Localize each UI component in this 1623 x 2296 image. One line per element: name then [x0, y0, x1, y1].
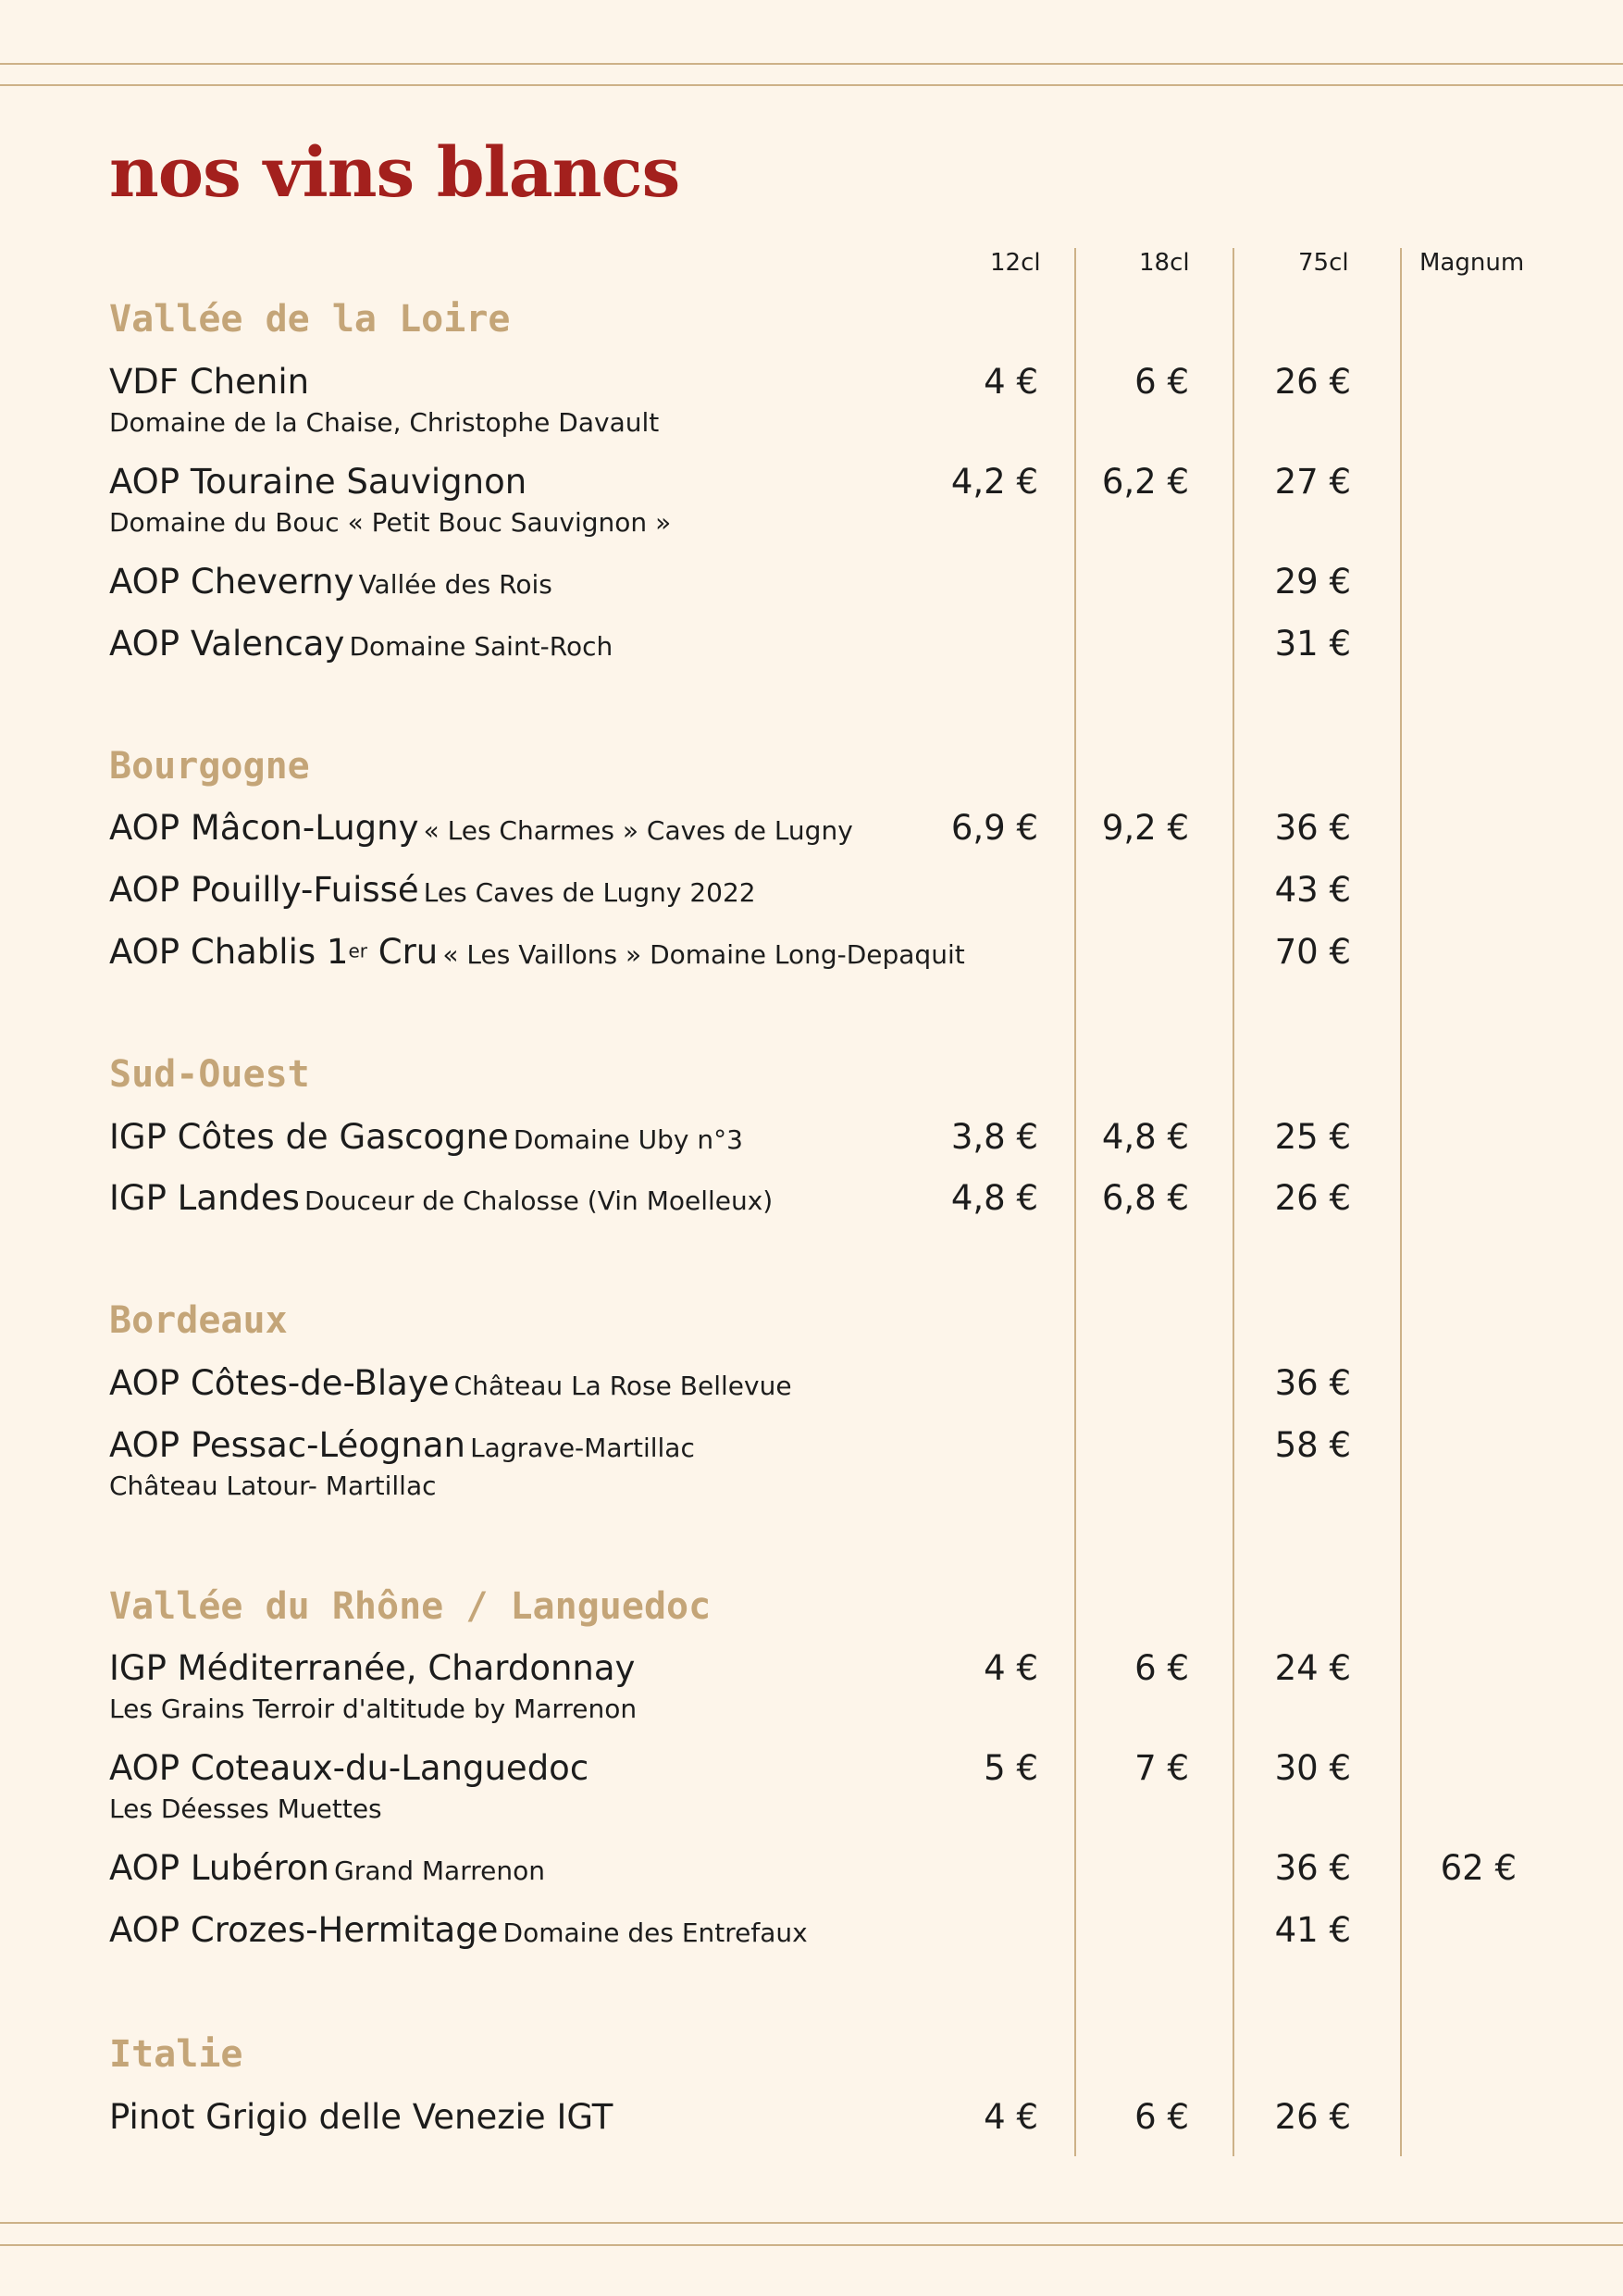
wine-detail: « Les Vaillons » Domaine Long-Depaquit — [442, 939, 965, 970]
wine-row — [0, 2097, 1623, 2138]
price-18cl: 4,8 € — [1101, 1117, 1189, 1157]
price-12cl: 5 € — [984, 1748, 1038, 1788]
wine-label — [109, 1648, 635, 1695]
wine-producer: Domaine de la Chaise, Christophe Davault — [109, 407, 660, 438]
price-18cl: 6,8 € — [1101, 1178, 1189, 1218]
price-75cl: 58 € — [1274, 1425, 1351, 1465]
wine-row — [0, 1117, 1623, 1158]
wine-detail: Domaine Uby n°3 — [513, 1124, 743, 1155]
wine-row — [0, 1363, 1623, 1404]
price-12cl: 4 € — [984, 2097, 1038, 2137]
price-75cl: 29 € — [1274, 562, 1351, 602]
price-75cl: 30 € — [1274, 1748, 1351, 1788]
column-header-magnum: Magnum — [1419, 249, 1525, 277]
wine-detail: Douceur de Chalosse (Vin Moelleux) — [304, 1185, 774, 1216]
wine-name: IGP Landes — [109, 1178, 300, 1218]
price-12cl: 6,9 € — [950, 808, 1038, 848]
wine-producer: Château Latour- Martillac — [109, 1471, 437, 1501]
wine-label — [109, 624, 613, 671]
wine-name: AOP Lubéron — [109, 1848, 330, 1888]
wine-producer: Les Déesses Muettes — [109, 1793, 382, 1824]
price-18cl: 7 € — [1134, 1748, 1189, 1788]
top-rule-2 — [0, 84, 1623, 86]
wine-label — [109, 1425, 695, 1472]
price-75cl: 36 € — [1274, 808, 1351, 848]
wine-name: Pinot Grigio delle Venezie IGT — [109, 2097, 613, 2137]
wine-label — [109, 1748, 588, 1795]
price-75cl: 41 € — [1274, 1910, 1351, 1950]
price-18cl: 6,2 € — [1101, 462, 1189, 502]
price-12cl: 4 € — [984, 362, 1038, 402]
wine-name: VDF Chenin — [109, 362, 310, 402]
price-18cl: 6 € — [1134, 1648, 1189, 1688]
wine-name: AOP Crozes-Hermitage — [109, 1910, 499, 1950]
wine-detail: Vallée des Rois — [358, 569, 552, 600]
price-18cl: 6 € — [1134, 362, 1189, 402]
wine-producer: Domaine du Bouc « Petit Bouc Sauvignon » — [109, 507, 672, 538]
wine-name: AOP Touraine Sauvignon — [109, 462, 527, 502]
column-header-18cl: 18cl — [1139, 249, 1190, 277]
price-magnum: 62 € — [1440, 1848, 1517, 1888]
wine-detail: « Les Charmes » Caves de Lugny — [423, 815, 853, 846]
wine-row — [0, 624, 1623, 664]
wine-row — [0, 362, 1623, 438]
price-75cl: 31 € — [1274, 624, 1351, 664]
price-75cl: 70 € — [1274, 932, 1351, 972]
top-rule-1 — [0, 63, 1623, 65]
wine-producer: Les Grains Terroir d'altitude by Marrenon — [109, 1694, 638, 1724]
price-75cl: 26 € — [1274, 1178, 1351, 1218]
price-12cl: 4,2 € — [950, 462, 1038, 502]
wine-name: IGP Méditerranée, Chardonnay — [109, 1648, 636, 1688]
column-header-12cl: 12cl — [990, 249, 1041, 277]
wine-row — [0, 870, 1623, 911]
wine-name: AOP Côtes-de-Blaye — [109, 1363, 450, 1403]
price-75cl: 36 € — [1274, 1363, 1351, 1403]
section-heading: Sud-Ouest — [109, 1053, 310, 1096]
price-75cl: 36 € — [1274, 1848, 1351, 1888]
wine-row — [0, 1748, 1623, 1824]
wine-label — [109, 870, 756, 917]
wine-label — [109, 1848, 545, 1895]
wine-detail: Grand Marrenon — [334, 1855, 545, 1886]
bottom-rule-2 — [0, 2244, 1623, 2246]
price-75cl: 27 € — [1274, 462, 1351, 502]
wine-label — [109, 1117, 743, 1164]
price-75cl: 26 € — [1274, 2097, 1351, 2137]
section-heading: Vallée du Rhône / Languedoc — [109, 1585, 712, 1628]
wine-detail: Les Caves de Lugny 2022 — [423, 877, 756, 908]
page-title: nos vins blancs — [109, 133, 680, 213]
wine-label — [109, 808, 853, 855]
wine-row — [0, 932, 1623, 973]
wine-name: IGP Côtes de Gascogne — [109, 1117, 509, 1157]
wine-label — [109, 462, 527, 509]
price-75cl: 25 € — [1274, 1117, 1351, 1157]
wine-detail: Domaine Saint-Roch — [349, 631, 613, 662]
section-heading: Italie — [109, 2033, 243, 2076]
wine-name: AOP Pouilly-Fuissé — [109, 870, 419, 910]
wine-name: AOP Mâcon-Lugny — [109, 808, 419, 848]
wine-row — [0, 1178, 1623, 1219]
wine-name: AOP Cheverny — [109, 562, 354, 602]
price-75cl: 26 € — [1274, 362, 1351, 402]
wine-label — [109, 1363, 792, 1410]
wine-name: AOP Coteaux-du-Languedoc — [109, 1748, 589, 1788]
price-75cl: 43 € — [1274, 870, 1351, 910]
wine-row — [0, 1910, 1623, 1951]
price-75cl: 24 € — [1274, 1648, 1351, 1688]
wine-row — [0, 462, 1623, 538]
wine-label — [109, 932, 965, 979]
wine-label — [109, 362, 309, 409]
price-12cl: 4 € — [984, 1648, 1038, 1688]
bottom-rule-1 — [0, 2222, 1623, 2224]
price-12cl: 4,8 € — [950, 1178, 1038, 1218]
wine-label — [109, 562, 552, 609]
wine-name-superscript: er — [348, 939, 367, 962]
wine-row — [0, 1425, 1623, 1501]
wine-row — [0, 562, 1623, 602]
section-heading: Vallée de la Loire — [109, 298, 511, 341]
wine-name-suffix: Cru — [366, 932, 439, 972]
price-12cl: 3,8 € — [950, 1117, 1038, 1157]
column-header-75cl: 75cl — [1298, 249, 1349, 277]
wine-detail: Lagrave-Martillac — [470, 1433, 695, 1463]
wine-name: AOP Chablis 1 — [109, 932, 349, 972]
wine-row — [0, 1848, 1623, 1889]
wine-name: AOP Valencay — [109, 624, 345, 664]
wine-label — [109, 1178, 773, 1225]
wine-row — [0, 808, 1623, 849]
wine-row — [0, 1648, 1623, 1724]
wine-label — [109, 1910, 808, 1957]
wine-detail: Domaine des Entrefaux — [502, 1917, 808, 1948]
price-18cl: 9,2 € — [1101, 808, 1189, 848]
section-heading: Bordeaux — [109, 1299, 288, 1342]
wine-detail: Château La Rose Bellevue — [453, 1371, 792, 1401]
section-heading: Bourgogne — [109, 745, 310, 788]
wine-label — [109, 2097, 613, 2144]
price-18cl: 6 € — [1134, 2097, 1189, 2137]
wine-name: AOP Pessac-Léognan — [109, 1425, 465, 1465]
